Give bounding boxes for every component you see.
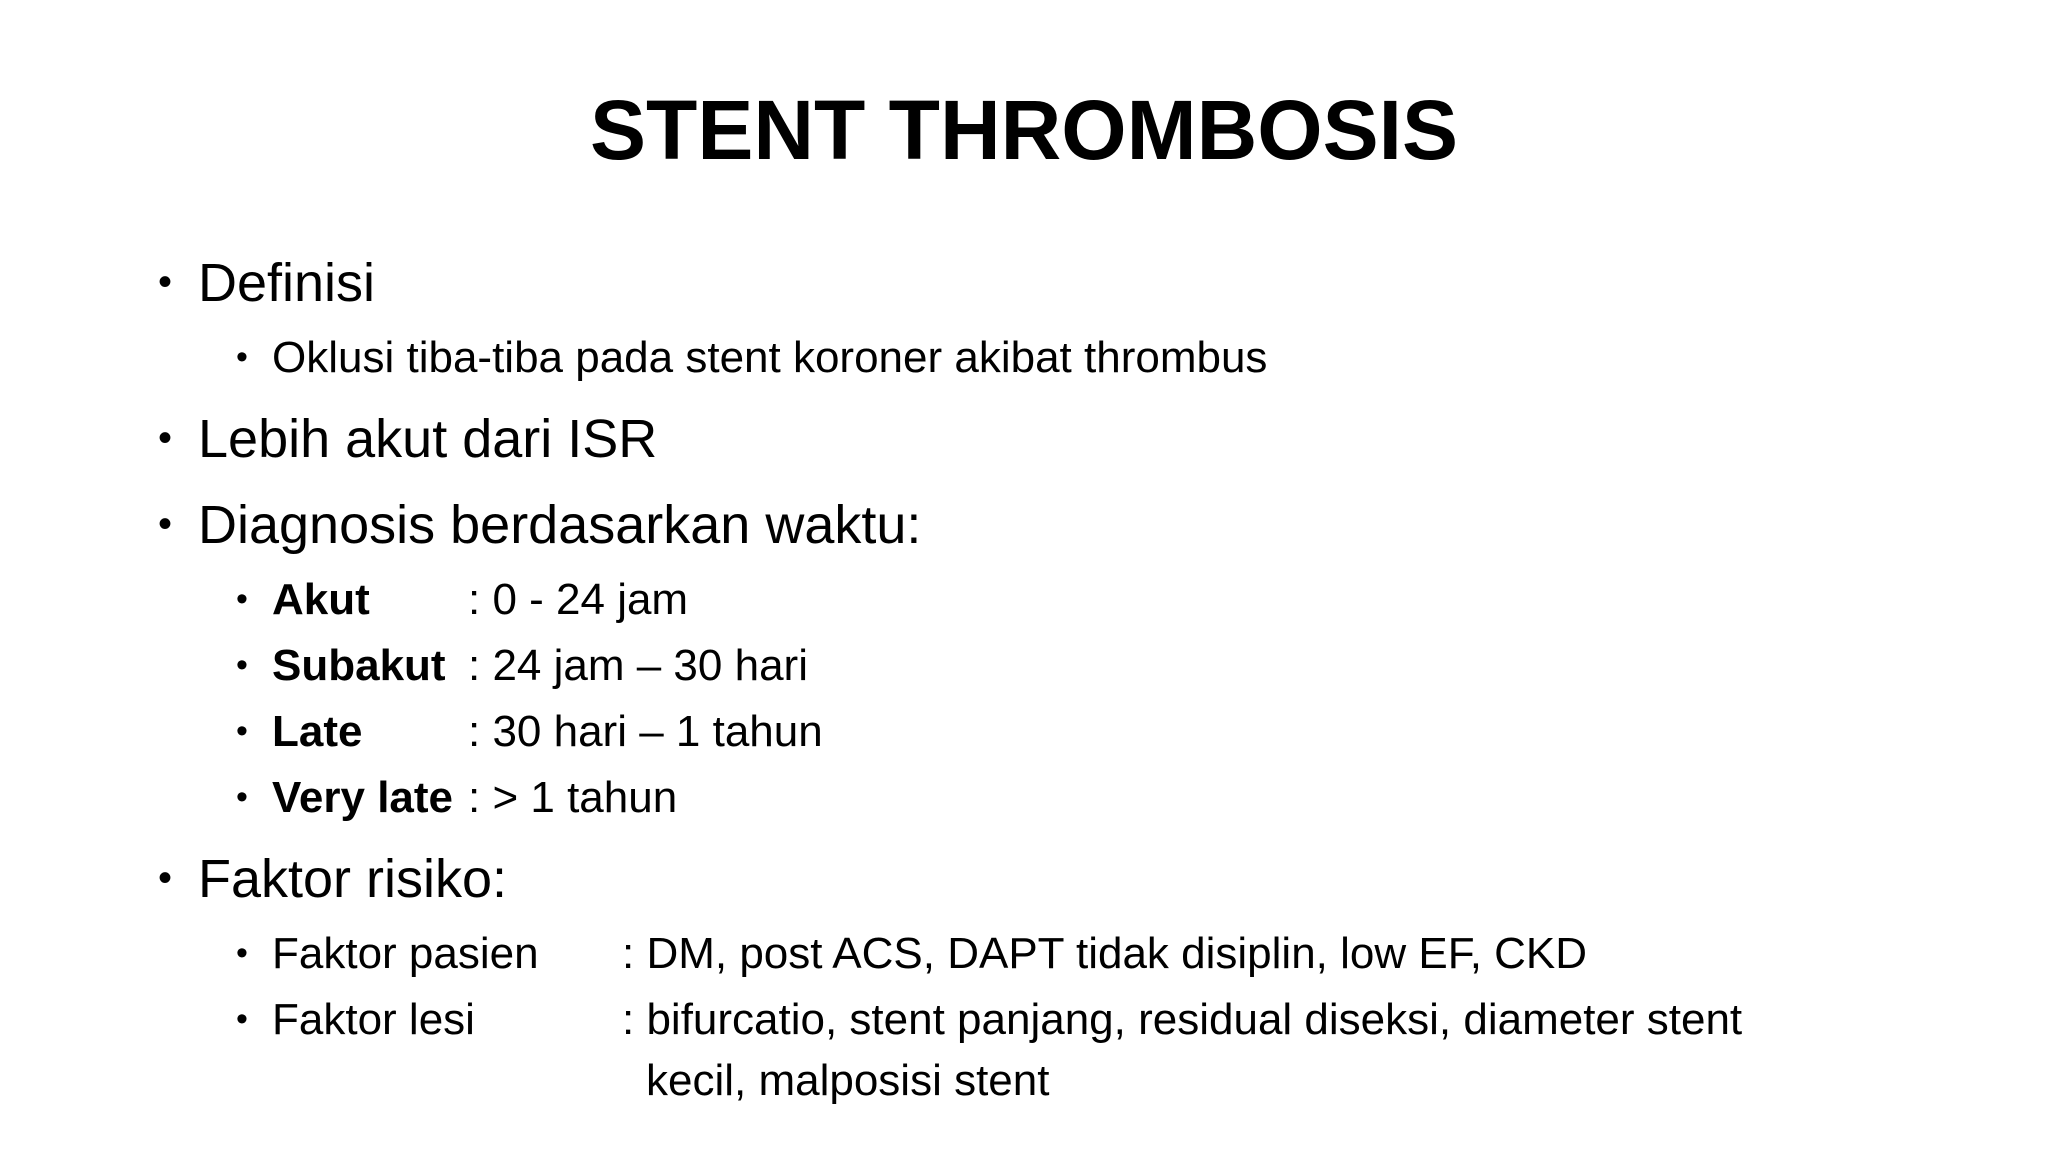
bullet-dot-icon: • <box>236 580 248 618</box>
bullet-dot-icon: • <box>158 416 173 460</box>
bullet-label: Faktor risiko: <box>198 849 508 909</box>
bullet-label: Diagnosis berdasarkan waktu: <box>198 495 922 555</box>
bullet-dot-icon: • <box>236 778 248 816</box>
slide-title: STENT THROMBOSIS <box>589 83 1458 177</box>
diagnosis-term: Akut <box>272 575 370 624</box>
risk-value: : DM, post ACS, DAPT tidak disiplin, low EF, CKD <box>622 929 1588 978</box>
definition-text: Oklusi tiba-tiba pada stent koroner akibat thrombus <box>272 333 1268 382</box>
sub-bullet-definition-text <box>236 330 1267 385</box>
diagnosis-term: Very late <box>272 773 454 822</box>
diagnosis-item <box>236 770 677 825</box>
bullet-label: Lebih akut dari ISR <box>198 409 658 469</box>
bullet-dot-icon: • <box>158 502 173 546</box>
bullet-acute-note <box>158 406 657 471</box>
diagnosis-item <box>236 638 808 693</box>
diagnosis-value: : 24 jam – 30 hari <box>468 641 808 690</box>
diagnosis-item <box>236 572 688 627</box>
diagnosis-value: : 30 hari – 1 tahun <box>468 707 823 756</box>
risk-item <box>236 992 1742 1047</box>
diagnosis-value: : 0 - 24 jam <box>468 575 689 624</box>
bullet-risk-factors <box>158 846 507 911</box>
bullet-definisi <box>158 250 375 315</box>
diagnosis-term: Subakut <box>272 641 446 690</box>
bullet-dot-icon: • <box>236 646 248 684</box>
risk-term: Faktor lesi <box>272 995 475 1044</box>
bullet-dot-icon: • <box>158 260 173 304</box>
diagnosis-value: : > 1 tahun <box>468 773 678 822</box>
risk-item <box>236 926 1587 981</box>
risk-term: Faktor pasien <box>272 929 539 978</box>
bullet-dot-icon: • <box>236 934 248 972</box>
diagnosis-term: Late <box>272 707 363 756</box>
bullet-label: Definisi <box>198 253 376 313</box>
bullet-dot-icon: • <box>236 712 248 750</box>
risk-value-continuation: kecil, malposisi stent <box>646 1056 1050 1105</box>
risk-value: : bifurcatio, stent panjang, residual diseksi, diameter stent <box>622 995 1743 1044</box>
bullet-dot-icon: • <box>158 856 173 900</box>
bullet-dot-icon: • <box>236 1000 248 1038</box>
bullet-dot-icon: • <box>236 338 248 376</box>
diagnosis-item <box>236 704 823 759</box>
bullet-diagnosis <box>158 492 921 557</box>
